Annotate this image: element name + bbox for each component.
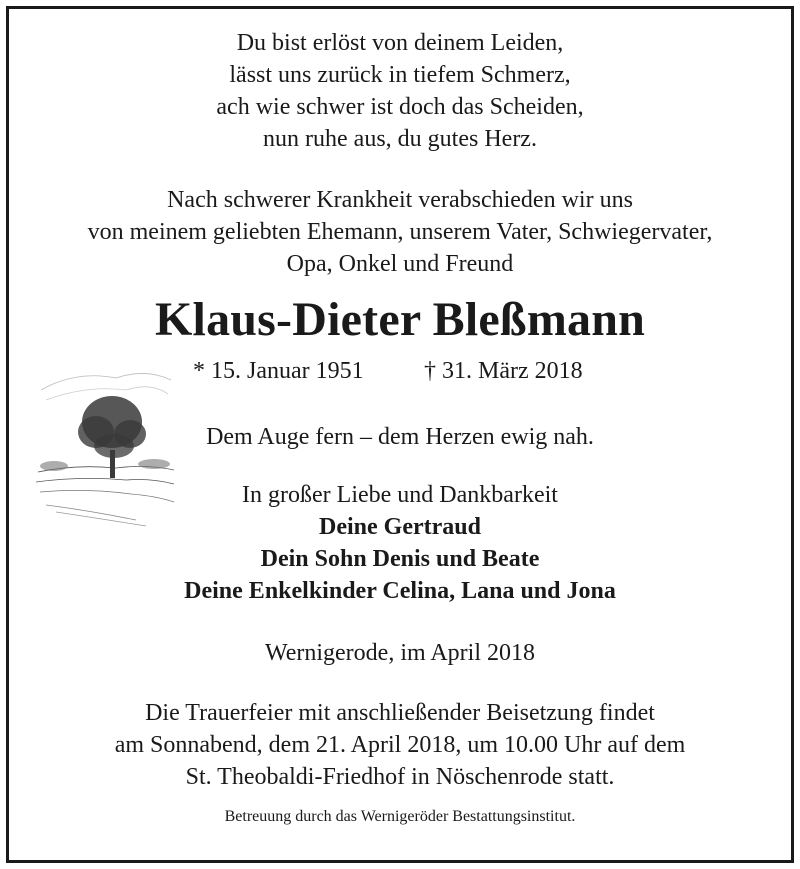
poem-line-1: Du bist erlöst von deinem Leiden, (236, 30, 564, 56)
funeral-line-3: St. Theobaldi-Friedhof in Nöschenrode statt. (185, 764, 615, 790)
funeral-line-1: Die Trauerfeier mit anschließender Beisetzung findet (145, 700, 655, 726)
intro-line-1: Nach schwerer Krankheit verabschieden wir uns (167, 187, 633, 213)
motto: Dem Auge fern – dem Herzen ewig nah. (206, 424, 594, 450)
birth-date: * 15. Januar 1951 (193, 358, 364, 384)
intro-line-3: Opa, Onkel und Freund (286, 251, 514, 277)
mourners-intro: In großer Liebe und Dankbarkeit (242, 482, 558, 508)
mourner-2: Dein Sohn Denis und Beate (260, 546, 540, 572)
death-date: † 31. März 2018 (424, 358, 583, 384)
poem-line-2: lässt uns zurück in tiefem Schmerz, (229, 62, 571, 88)
funeral-home-credit: Betreuung durch das Wernigeröder Bestattungsinstitut. (224, 808, 576, 825)
funeral-line-2: am Sonnabend, dem 21. April 2018, um 10.00 Uhr auf dem (114, 732, 686, 758)
mourner-1: Deine Gertraud (319, 514, 481, 540)
deceased-name: Klaus-Dieter Bleßmann (155, 293, 645, 346)
poem-line-4: nun ruhe aus, du gutes Herz. (263, 126, 537, 152)
intro-line-2: von meinem geliebten Ehemann, unserem Vater, Schwiegervater, (87, 219, 713, 245)
place-date: Wernigerode, im April 2018 (264, 640, 535, 666)
poem-line-3: ach wie schwer ist doch das Scheiden, (216, 94, 584, 120)
mourner-3: Deine Enkelkinder Celina, Lana und Jona (184, 578, 616, 604)
